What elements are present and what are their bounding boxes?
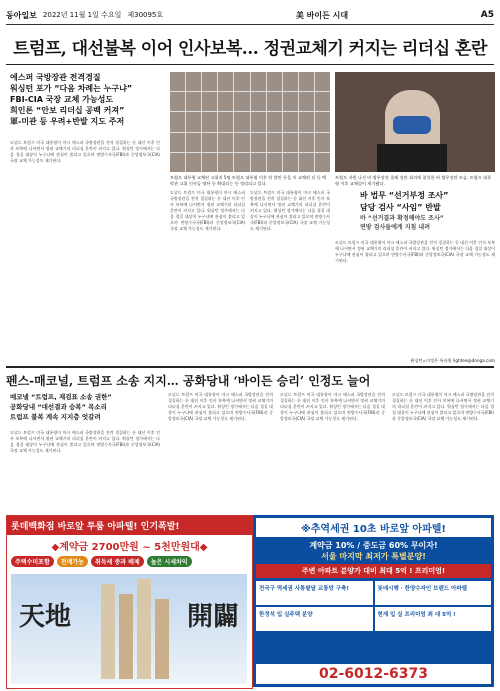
subhead-2: 워싱턴 포가 “다음 차례는 누구냐” [10,84,133,93]
ad-brand-left: 天地 [19,602,72,632]
ad-left[interactable] [6,515,253,689]
section-title: 美 바이든 시대 [295,10,349,20]
issue-date: 2022년 11월 1일 수요일 [42,11,122,19]
headline-rule [6,64,494,65]
section2-headline: 펜스-매코널, 트럼프 소송 지지… 공화당내 ‘바이든 승리’ 인정도 늘어 [6,374,371,388]
page-header [6,6,494,25]
photo2-caption: 트럼프 자원 나선 바 법무장관 올해 장관 회의에 참석한 바 법무장관 모습. 트럼프 대통령 이후 교체설이 제기됐다. [335,175,492,186]
ad-info-1: 전국구 역세권 사통팔달 교통망 구축! [256,581,373,605]
sec2-column-2: 도널드 트럼프 미국 대통령이 마크 에스퍼 국방장관을 전격 경질하는 등 대선 이후 인사 보복에 나서면서 정권 교체기의 리더십 혼란이 커지고 있다. 워싱턴 정가에서는 다음 경질 대상이 누구냐에 관심이 쏠리고 있으며 연방수사국(FBI)과 중앙정보국(CIA) 국장 교체 가능성도 제기된다. [168,392,273,421]
sec2-column-4: 도널드 트럼프 미국 대통령이 마크 에스퍼 국방장관을 전격 경질하는 등 대선 이후 인사 보복에 나서면서 정권 교체기의 리더십 혼란이 커지고 있다. 워싱턴 정가에서는 다음 경질 대상이 누구냐에 관심이 쏠리고 있으며 연방수사국(FBI)과 중앙정보국(CIA) 국장 교체 가능성도 제기된다. [392,392,494,421]
right-subheads [360,190,490,232]
pill-1: 주택수미포함 [11,556,54,567]
sec2-column-1: 도널드 트럼프 미국 대통령이 마크 에스퍼 국방장관을 전격 경질하는 등 대선 이후 인사 보복에 나서면서 정권 교체기의 리더십 혼란이 커지고 있다. 워싱턴 정가에서는 다음 경질 대상이 누구냐에 관심이 쏠리고 있으며 연방수사국(FBI)과 중앙정보국(CIA) 국장 교체 가능성도 제기된다. [10,430,160,453]
article-column-2: 도널드 트럼프 미국 대통령이 마크 에스퍼 국방장관을 전격 경질하는 등 대선 이후 인사 보복에 나서면서 정권 교체기의 리더십 혼란이 커지고 있다. 워싱턴 정가에서는 다음 경질 대상이 누구냐에 관심이 쏠리고 있으며 연방수사국(FBI)과 중앙정보국(CIA) 국장 교체 가능성도 제기된다. [170,190,245,231]
ad-right-title: ※추역세권 10초 바로앞 아파텔! [256,518,491,537]
ad-brand-right: 開闢 [186,602,239,632]
subhead-5: 軍-미관 등 우려+반발 지도 주저 [10,117,125,126]
page-number: A5 [480,10,494,20]
ad-info-3: 한정석 입 실주택 분양 [256,607,373,631]
ad-left-title: 롯데백화점 바로앞 투룸 아파텔! 인기폭발! [7,516,252,535]
ad-phone-number[interactable]: 02-6012-6373 [256,664,491,684]
byline-1: 워싱턴=이정은 특파원 lightee@donga.com [410,358,495,363]
ad-left-pills [7,556,252,567]
sec2-subhead-1: 매코넬 “트럼프, 재검표 소송 권한” [10,393,112,401]
pill-3: 취득세 중과 배제 [91,556,144,567]
section2-subheads [10,392,160,422]
subhead-4: 희인론 “안보 리더십 공백 커져” [10,106,125,115]
right-subhead-2: 담당 검사 “사임” 반발 [360,203,441,212]
subhead-1: 에스퍼 국방장관 전격경질 [10,73,101,82]
subhead-3: FBI-CIA 국장 교체 가능성도 [10,95,114,104]
sec2-subhead-2: 공화당내 “대선결과 승복” 목소리 [10,403,107,411]
issue-number: 제30095호 [127,11,164,19]
main-headline: 트럼프, 대선불복 이어 인사보복… 정권교체기 커지는 리더십 혼란 [13,39,487,59]
section-divider [6,366,494,368]
right-subhead-3: 바 “선거결과 확정해야도 조사” [360,215,444,222]
article-column-3: 도널드 트럼프 미국 대통령이 마크 에스퍼 국방장관을 전격 경질하는 등 대선 이후 인사 보복에 나서면서 정권 교체기의 리더십 혼란이 커지고 있다. 워싱턴 정가에서는 다음 경질 대상이 누구냐에 관심이 쏠리고 있으며 연방수사국(FBI)과 중앙정보국(CIA) 국장 교체 가능성도 제기된다. [250,190,330,231]
newspaper-brand: 동아일보 [6,10,37,20]
ad-right-line2: 서울 마지막 최저가 특별분양! [321,552,426,561]
ad-right-info-grid [256,581,491,631]
sec2-subhead-3: 트럼프 불복 계속 지지층 엇갈려 [10,413,101,421]
ad-info-4: 현재 입 실 프리미엄 최 대 5억 ! [375,607,492,631]
pill-4: 높은 시세차익 [147,556,192,567]
ad-info-2: 롯데시행 · 한양수자인 브랜드 아파텔 [375,581,492,605]
officials-portrait-grid [170,72,330,172]
ad-right-line1: 계약금 10% / 중도금 60% 무이자! [309,541,438,550]
ad-building-image [11,574,247,684]
photo1-caption: 트럼프 대통령 교체된 고위직 5명 트럼프 대통령 이후 닥 불만 등을 이 교체된 뒤 등 백악관 고위 인사들 명단 등 확대되는 등 정리되고 있다. [170,175,327,186]
article-column-4: 도널드 트럼프 미국 대통령이 마크 에스퍼 국방장관을 전격 경질하는 등 대선 이후 인사 보복에 나서면서 정권 교체기의 리더십 혼란이 커지고 있다. 워싱턴 정가에서는 다음 경질 대상이 누구냐에 관심이 쏠리고 있으며 연방수사국(FBI)과 중앙정보국(CIA) 국장 교체 가능성도 제기된다. [335,240,495,263]
ad-left-subtitle: ◆계약금 2700만원 ~ 5천만원대◆ [51,542,208,553]
ad-right[interactable] [253,515,494,687]
right-subhead-1: 바 법무 “선거부정 조사” [360,191,449,200]
sec2-column-3: 도널드 트럼프 미국 대통령이 마크 에스퍼 국방장관을 전격 경질하는 등 대선 이후 인사 보복에 나서면서 정권 교체기의 리더십 혼란이 커지고 있다. 워싱턴 정가에서는 다음 경질 대상이 누구냐에 관심이 쏠리고 있으며 연방수사국(FBI)과 중앙정보국(CIA) 국장 교체 가능성도 제기된다. [280,392,385,421]
ad-right-line3: 주변 아파트 분양가 대비 최대 5억 ! 프리미엄! [256,564,491,578]
pill-2: 전매가능 [57,556,88,567]
right-subhead-4: 연방 검사들에게 지침 내려 [360,224,431,231]
attorney-general-photo [335,72,495,172]
article-column-1: 도널드 트럼프 미국 대통령이 마크 에스퍼 국방장관을 전격 경질하는 등 대선 이후 인사 보복에 나서면서 정권 교체기의 리더십 혼란이 커지고 있다. 워싱턴 정가에서는 다음 경질 대상이 누구냐에 관심이 쏠리고 있으며 연방수사국(FBI)과 중앙정보국(CIA) 국장 교체 가능성도 제기된다. [10,140,160,163]
left-subheads [10,72,160,127]
